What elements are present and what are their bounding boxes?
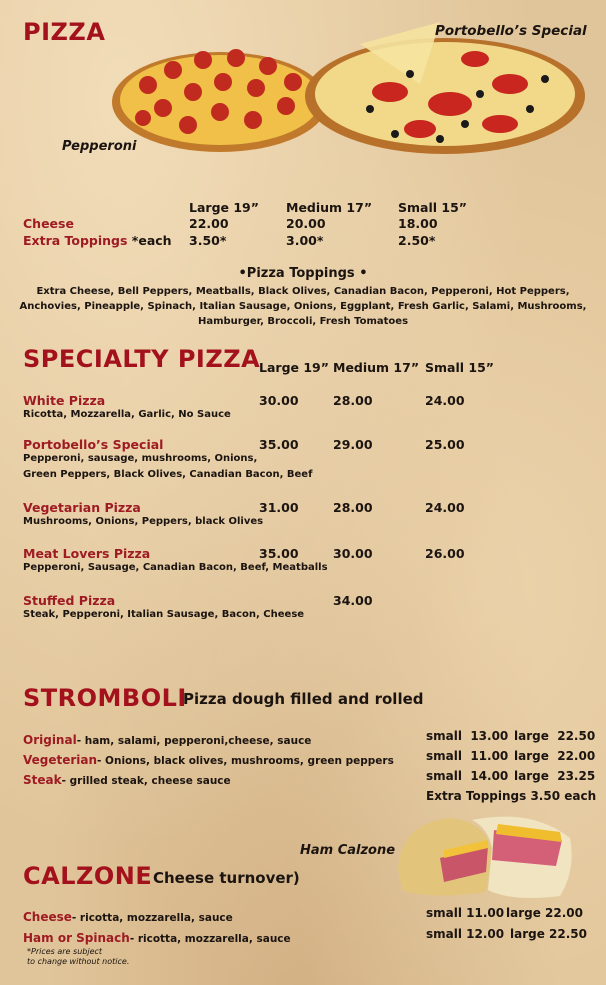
pizza-price: 22.00	[189, 216, 229, 231]
specialty-item-desc: Ricotta, Mozzarella, Garlic, No Sauce	[23, 409, 231, 420]
pizza-size-small: Small 15”	[398, 200, 467, 215]
specialty-price: 29.00	[333, 437, 373, 452]
stromboli-item-desc: - Onions, black olives, mushrooms, green peppers	[97, 755, 394, 767]
pizza-size-large: Large 19”	[189, 200, 259, 215]
calzone-item-name: Ham or Spinach	[23, 931, 130, 945]
calzone-large-price: large 22.50	[510, 927, 587, 941]
toppings-list	[0, 284, 606, 329]
footnote-line: to change without notice.	[27, 957, 130, 966]
calzone-item-desc: - ricotta, mozzarella, sauce	[71, 912, 233, 924]
specialty-price: 34.00	[333, 593, 373, 608]
specialty-item-desc: Pepperoni, Sausage, Canadian Bacon, Beef, Meatballs	[23, 562, 328, 573]
stromboli-subheading: Pizza dough filled and rolled	[183, 690, 424, 708]
pizza-price: 20.00	[286, 216, 326, 231]
pizza-row-name: Cheese	[23, 216, 74, 231]
toppings-line: Hamburger, Broccoli, Fresh Tomatoes	[197, 316, 409, 327]
stromboli-heading: STROMBOLI	[23, 684, 187, 712]
specialty-price: 35.00	[259, 546, 299, 561]
specialty-price: 26.00	[425, 546, 465, 561]
stromboli-item-name: Original	[23, 733, 77, 747]
footnote-line: *Prices are subject	[27, 947, 103, 956]
specialty-price: 35.00	[259, 437, 299, 452]
toppings-title: •Pizza Toppings •	[238, 266, 368, 281]
stromboli-item	[23, 749, 394, 768]
specialty-price: 31.00	[259, 500, 299, 515]
specialty-price: 25.00	[425, 437, 465, 452]
calzone-small-price: small 12.00	[426, 927, 505, 941]
specialty-price: 30.00	[259, 393, 299, 408]
pizza-caption-right: Portobello’s Special	[435, 23, 587, 39]
specialty-size-small: Small 15”	[425, 360, 494, 375]
stromboli-item	[23, 769, 231, 788]
stromboli-item	[23, 729, 311, 748]
stromboli-item-desc: - ham, salami, pepperoni,cheese, sauce	[76, 735, 312, 747]
specialty-heading: SPECIALTY PIZZA	[23, 345, 261, 373]
specialty-price: 28.00	[333, 393, 373, 408]
specialty-item-desc: Steak, Pepperoni, Italian Sausage, Bacon, Cheese	[23, 609, 305, 620]
pizza-row	[23, 216, 74, 231]
pizza-price: 3.50*	[189, 233, 227, 248]
calzone-subheading: Cheese turnover)	[153, 869, 300, 887]
specialty-size-large: Large 19”	[259, 360, 329, 375]
stromboli-large-price: large 23.25	[514, 769, 596, 783]
pizza-row-name: Extra Toppings	[23, 233, 128, 248]
stromboli-large-price: large 22.50	[514, 729, 596, 743]
specialty-item-desc: Green Peppers, Black Olives, Canadian Bacon, Beef	[23, 469, 313, 480]
stromboli-small-price: small 13.00	[426, 729, 509, 743]
toppings-line: Anchovies, Pineapple, Spinach, Italian Sausage, Onions, Eggplant, Fresh Garlic, Salami, Mushrooms,	[19, 301, 587, 312]
stromboli-item-name: Steak	[23, 773, 62, 787]
calzone-item-desc: - ricotta, mozzarella, sauce	[129, 933, 291, 945]
pizza-heading: PIZZA	[23, 18, 106, 46]
ham-calzone-image	[392, 810, 577, 902]
specialty-price: 30.00	[333, 546, 373, 561]
specialty-price: 24.00	[425, 500, 465, 515]
pizza-size-medium: Medium 17”	[286, 200, 373, 215]
pizza-caption-left: Pepperoni	[62, 139, 137, 154]
specialty-item-name: Vegetarian Pizza	[23, 500, 141, 515]
specialty-item-name: Stuffed Pizza	[23, 593, 116, 608]
stromboli-extra-toppings: Extra Toppings 3.50 each	[426, 789, 597, 803]
pizza-price: 3.00*	[286, 233, 324, 248]
pizza-row	[23, 233, 172, 248]
calzone-item	[23, 906, 233, 925]
specialty-item-name: Portobello’s Special	[23, 437, 164, 452]
calzone-item-name: Cheese	[23, 910, 72, 924]
calzone-large-price: large 22.00	[506, 906, 583, 920]
stromboli-small-price: small 11.00	[426, 749, 509, 763]
calzone-item	[23, 927, 291, 946]
pizza-row-suffix: *each	[127, 233, 172, 248]
stromboli-item-desc: - grilled steak, cheese sauce	[61, 775, 231, 787]
calzone-heading: CALZONE	[23, 862, 153, 890]
specialty-item-name: Meat Lovers Pizza	[23, 546, 151, 561]
specialty-item-name: White Pizza	[23, 393, 106, 408]
specialty-item-desc: Pepperoni, sausage, mushrooms, Onions,	[23, 453, 258, 464]
pizza-price: 18.00	[398, 216, 438, 231]
toppings-line: Extra Cheese, Bell Peppers, Meatballs, Black Olives, Canadian Bacon, Pepperoni, Hot Peppers,	[36, 286, 570, 297]
price-footnote	[27, 947, 129, 967]
specialty-item-desc: Mushrooms, Onions, Peppers, black Olives	[23, 516, 264, 527]
calzone-small-price: small 11.00	[426, 906, 505, 920]
pizza-price: 2.50*	[398, 233, 436, 248]
specialty-size-medium: Medium 17”	[333, 360, 420, 375]
specialty-price: 28.00	[333, 500, 373, 515]
stromboli-small-price: small 14.00	[426, 769, 509, 783]
stromboli-item-name: Vegeterian	[23, 753, 98, 767]
calzone-caption: Ham Calzone	[300, 843, 396, 858]
specialty-price: 24.00	[425, 393, 465, 408]
stromboli-large-price: large 22.00	[514, 749, 596, 763]
